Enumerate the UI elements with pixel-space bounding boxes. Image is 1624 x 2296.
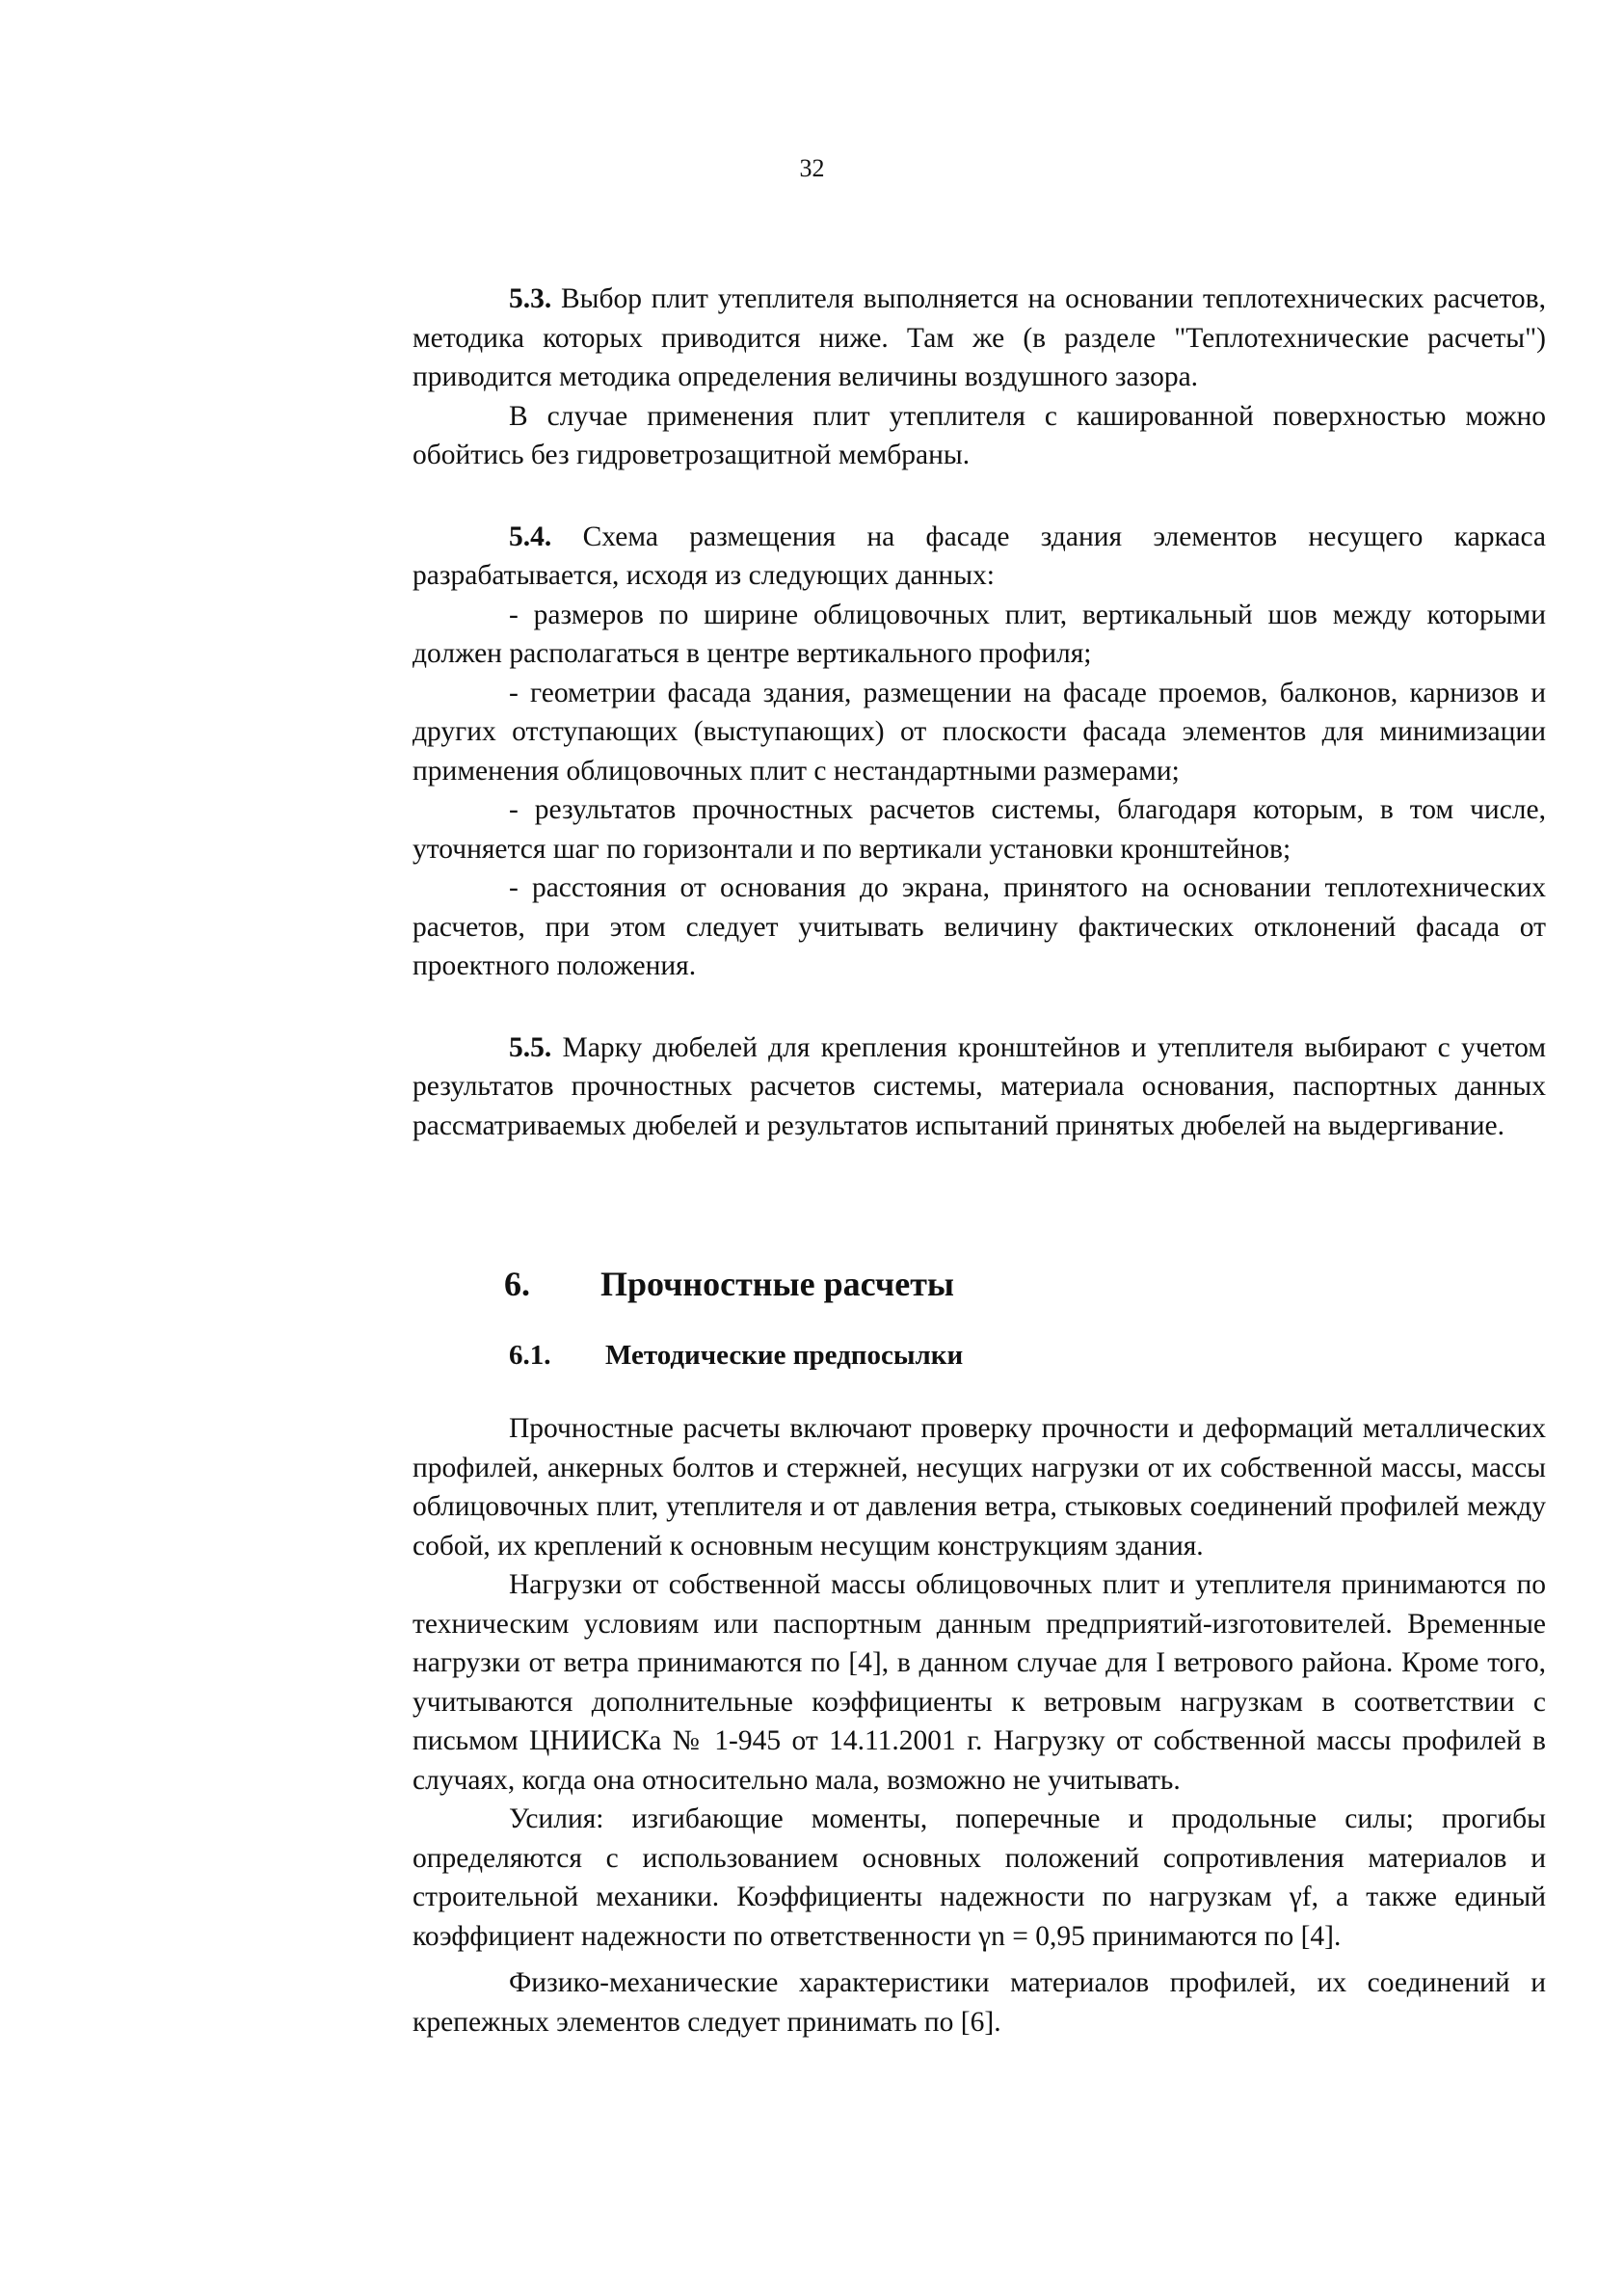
list-item: - расстояния от основания до экрана, принятого на основании теплотехнических расчетов, при этом следует учитывать величину фактических отклонений фасада от проектного положения. (413, 872, 1546, 981)
paragraph: Прочностные расчеты включают проверку прочности и деформаций металлических профилей, анкерных болтов и стержней, несущих нагрузки от их собственной массы, массы облицовочных плит, утеплителя и от давления ветра, стыковых соединений профилей между собой, их креплений к основным несущим конструкциям здания. (413, 1413, 1546, 1562)
subsection-number: 6.1. (509, 1340, 551, 1371)
section-number: 6. (504, 1265, 530, 1303)
page-number: 32 (799, 154, 825, 182)
paragraph-5-5 (413, 1028, 1546, 1146)
paragraph-5-4 (413, 518, 1546, 596)
list-item: - геометрии фасада здания, размещении на фасаде проемов, балконов, карнизов и других отступающих (выступающих) от плоскости фасада элементов для минимизации применения облицовочных плит с нестандартными размерами; (413, 677, 1546, 787)
clause-number: 5.4. (509, 521, 552, 552)
paragraph: Нагрузки от собственной массы облицовочных плит и утеплителя принимаются по техническим условиям или паспортным данным предприятий-изготовителей. Временные нагрузки от ветра принимаются по [4], в данном случае для I ветрового района. Кроме того, учитываются дополнительные коэффициенты к ветровым нагрузкам в соответствии с письмом ЦНИИСКа № 1-945 от 14.11.2001 г. Нагрузку от собственной массы профилей в случаях, когда она относительно мала, возможно не учитывать. (413, 1569, 1546, 1796)
list-item: - размеров по ширине облицовочных плит, вертикальный шов между которыми должен располагаться в центре вертикального профиля; (413, 599, 1546, 669)
subsection-heading (413, 1336, 1546, 1375)
paragraph-5-3-membrane: В случае применения плит утеплителя с кашированной поверхностью можно обойтись без гидроветрозащитной мембраны. (413, 400, 1546, 470)
list-item: - результатов прочностных расчетов системы, благодаря которым, в том числе, уточняется шаг по горизонтали и по вертикали установки кронштейнов; (413, 794, 1546, 865)
section-title: Прочностные расчеты (600, 1265, 954, 1303)
paragraph: Физико-механические характеристики материалов профилей, их соединений и крепежных элементов следует принимать по [6]. (413, 1967, 1546, 2038)
clause-text: Марку дюбелей для крепления кронштейнов и утеплителя выбирают с учетом результатов прочностных расчетов системы, материала основания, паспортных данных рассматриваемых дюбелей и результатов испытаний принятых дюбелей на выдергивание. (413, 1031, 1546, 1141)
clause-number: 5.5. (509, 1031, 552, 1063)
clause-number: 5.3. (509, 283, 552, 314)
subsection-title: Методические предпосылки (605, 1340, 964, 1371)
paragraph-5-3 (413, 280, 1546, 397)
clause-text: Выбор плит утеплителя выполняется на основании теплотехнических расчетов, методика которых приводится ниже. Там же (в разделе "Теплотехнические расчеты") приводится методика определения величины воздушного зазора. (413, 283, 1546, 392)
paragraph: Усилия: изгибающие моменты, поперечные и продольные силы; прогибы определяются с использованием основных положений сопротивления материалов и строительной механики. Коэффициенты надежности по нагрузкам γf, а также единый коэффициент надежности по ответственности γn = 0,95 принимаются по [4]. (413, 1803, 1546, 1952)
clause-text: Схема размещения на фасаде здания элементов несущего каркаса разрабатывается, исходя из следующих данных: (413, 521, 1546, 591)
section-heading (413, 1261, 1546, 1307)
page-content (413, 280, 1546, 2042)
